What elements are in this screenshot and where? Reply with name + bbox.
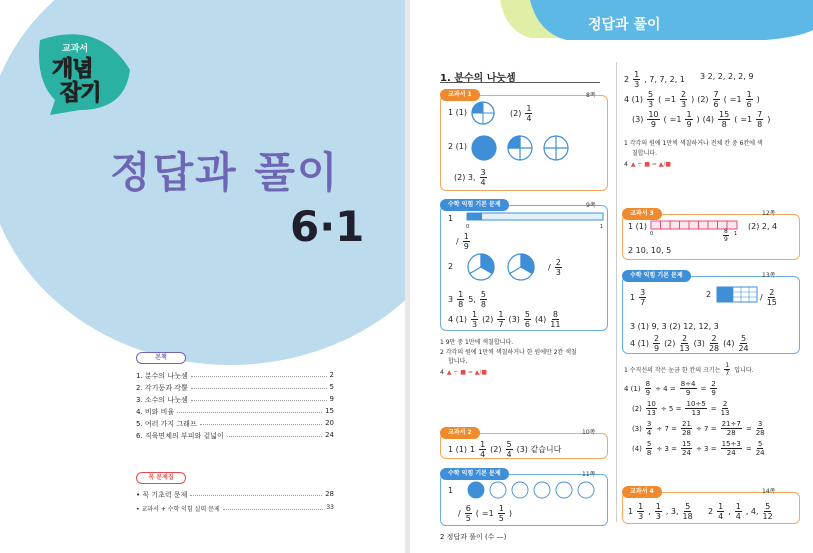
explanation-2b: 합니다.	[448, 358, 468, 365]
item-label: 1 (1)	[448, 108, 467, 117]
logo-small: 교과서	[62, 44, 89, 54]
math-text: =	[710, 404, 717, 413]
fraction: $\frac{2}{28}$	[708, 334, 720, 353]
item-label: 2	[706, 290, 712, 299]
item-label: 3	[448, 295, 454, 304]
fraction: $\frac{2}{3}$	[555, 258, 561, 277]
practice-13-tag: 수학 익힘 기본 문제	[622, 270, 691, 282]
explanation-2: 2 각각의 원에 1만씩 색칠하거나 한 원에만 2칸 색칠	[440, 349, 577, 356]
textbook-3-tag: 교과서 3	[622, 208, 662, 220]
practice-11-tag: 수학 익힘 기본 문제	[440, 468, 509, 480]
fraction: $\frac{5}{24}$	[738, 334, 749, 353]
separator: ,	[648, 507, 651, 516]
item-label: 1 (1)	[448, 445, 467, 454]
cover-page	[0, 0, 405, 553]
toc-list	[136, 371, 334, 443]
fraction: $\frac{21\div 7}{28}$	[721, 420, 741, 437]
fraction: $\frac{1}{7}$	[725, 362, 730, 377]
fraction: $\frac{1}{9}$	[686, 110, 692, 129]
fraction: $\frac{6}{5}$	[465, 504, 471, 523]
item-label: (4)	[534, 315, 547, 324]
item-label: 4 (1)	[630, 339, 649, 348]
practice-9-tag: 수학 익힘 기본 문제	[440, 199, 509, 211]
item-label: (4)	[702, 115, 715, 124]
fraction: $\frac{15}{24}$	[682, 440, 691, 457]
fraction: $\frac{15}{8}$	[719, 110, 730, 129]
toc-item[interactable]: 6. 직육면체의 부피와 겉넓이 24	[136, 431, 334, 440]
toc-item[interactable]: 2. 각기둥과 각뿔 5	[136, 383, 334, 392]
fraction: $\frac{8}{9}$	[645, 380, 651, 397]
item-label: 4 (1)	[624, 95, 643, 104]
chapter-rule	[440, 82, 600, 83]
explanation-4: 4	[440, 369, 444, 376]
toc-item[interactable]: 5. 여러 가지 그래프 20	[136, 419, 334, 428]
item-label: (3)	[693, 339, 705, 348]
item-label: 1	[628, 507, 634, 516]
fraction: $\frac{5}{18}$	[682, 502, 693, 521]
grid-figure	[716, 286, 760, 304]
fraction: $\frac{7}{6}$	[713, 90, 719, 109]
fraction: $\frac{2}{13}$	[720, 400, 730, 417]
division-formula-icon: ▲ ÷ ■ = ▲/■	[446, 369, 488, 376]
toc-item[interactable]: 1. 분수의 나눗셈 2	[136, 371, 334, 380]
fraction: $\frac{1}{7}$	[498, 310, 504, 329]
answer-text: =1	[729, 95, 742, 104]
pie-sixths-figure	[466, 480, 606, 500]
fraction: $\frac{1}{8}$	[458, 290, 464, 309]
answer-text: , 3,	[665, 507, 679, 516]
fraction: $\frac{7}{8}$	[757, 110, 763, 129]
item-label: 4 (1)	[624, 384, 641, 393]
math-text: ÷ 7 =	[695, 424, 717, 433]
circle-thirds-figure	[466, 252, 546, 282]
answer-text: (2) 2, 4	[748, 222, 778, 231]
division-formula-icon: ▲ ÷ ■ = ▲/■	[630, 161, 672, 168]
item-label: (3)	[508, 315, 520, 324]
item-label: (2)	[697, 95, 709, 104]
math-text: ÷ 3 =	[656, 444, 678, 453]
fraction: $\frac{2}{9}$	[653, 334, 660, 353]
explanation-1-end: 입니다.	[734, 367, 754, 374]
page-footer: 2 정답과 풀이 (수 —)	[440, 533, 507, 541]
fraction: $\frac{2}{15}$	[766, 288, 777, 307]
circle-quarter-figure	[470, 100, 496, 126]
item-label: (4)	[632, 444, 642, 453]
item-label: (2)	[510, 109, 522, 118]
logo-line1: 개념	[52, 57, 93, 82]
item-label: (2)	[632, 404, 642, 413]
item-label: 1	[630, 293, 636, 302]
math-text: ÷ 5 =	[660, 404, 682, 413]
answer-text: 3 2, 2, 2, 2, 9	[700, 72, 754, 81]
cover-title: 정답과 풀이	[110, 148, 340, 197]
practice-11-page: 11쪽	[582, 471, 596, 478]
fraction: $\frac{21}{28}$	[682, 420, 691, 437]
item-label: 1	[448, 486, 454, 495]
fraction: $\frac{1}{4}$	[718, 502, 724, 521]
fraction: $\frac{1}{3}$	[638, 502, 644, 521]
column-divider	[616, 62, 617, 522]
answer-text: 1	[469, 445, 476, 454]
explanation-1b: 칠합니다.	[632, 150, 658, 157]
answer-text: =1	[664, 95, 676, 104]
fraction: $\frac{2}{3}$	[680, 90, 687, 109]
textbook-3-page: 12쪽	[762, 210, 776, 217]
item-label: 2	[448, 262, 454, 271]
math-text: =	[745, 444, 752, 453]
number-bar-figure	[466, 212, 606, 226]
explanation-1: 1 각각의 원에 1만씩 색칠하거나 전체 칸 중 6칸에 색	[624, 140, 763, 147]
fraction: $\frac{10\div 5}{13}$	[686, 400, 706, 417]
answer-text: 3 (1) 9, 3 (2) 12, 12, 3	[630, 322, 719, 331]
math-text: =	[700, 384, 707, 393]
fraction: $\frac{2}{9}$	[711, 380, 716, 397]
fraction: $\frac{5}{3}$	[647, 90, 654, 109]
item-label: 1 (1)	[628, 222, 647, 231]
answer-text: , 4,	[745, 507, 759, 516]
fraction: $\frac{1}{4}$	[526, 104, 532, 123]
item-label: 4 (1)	[448, 315, 467, 324]
chapter-title: 1. 분수의 나눗셈	[440, 73, 516, 84]
item-label: (2)	[664, 339, 676, 348]
practice-9-page: 9쪽	[586, 202, 596, 209]
fraction: $\frac{5}{4}$	[506, 440, 512, 459]
item-label: (3)	[632, 115, 644, 124]
header-title: 정답과 풀이	[588, 17, 661, 33]
tick-label: 1	[734, 231, 738, 237]
toc-section1-badge: 본책	[136, 352, 186, 364]
item-label: (2) 3,	[454, 173, 476, 182]
toc-list-2	[136, 490, 334, 518]
toc-section2-badge: 꼭 문제집	[136, 472, 186, 484]
fraction: $\frac{5}{12}$	[762, 502, 773, 521]
item-label: (2)	[482, 315, 494, 324]
item-label: (3)	[632, 424, 642, 433]
answer-text: (3) 같습니다	[516, 445, 562, 454]
tick-label: 0	[466, 224, 470, 230]
fraction: $\frac{1}{3}$	[634, 70, 640, 89]
toc-item[interactable]: • 꼭 기초력 문제 28	[136, 490, 334, 499]
textbook-2-page: 10쪽	[582, 429, 596, 436]
fraction: $\frac{8\div 4}{9}$	[680, 380, 696, 397]
tick-label: 0	[650, 231, 654, 237]
item-label: (2)	[490, 445, 502, 454]
explanation-1: 1 수직선의 작은 눈금 한 칸의 크기는	[624, 367, 721, 374]
math-text: ÷ 4 =	[655, 384, 676, 393]
toc-item[interactable]: 3. 소수의 나눗셈 9	[136, 395, 334, 404]
fraction: $\frac{1}{3}$	[471, 310, 478, 329]
fraction: $\frac{8}{11}$	[550, 310, 561, 329]
fraction: $\frac{2}{13}$	[679, 334, 690, 353]
logo-line2: 잡기	[60, 81, 101, 106]
tick-label: 1	[600, 224, 604, 230]
cover-grade: 6·1	[290, 202, 365, 251]
answer-text: 2 10, 10, 5	[628, 246, 672, 255]
answer-text: =1	[669, 115, 682, 124]
fraction: $\frac{5}{8}$	[646, 440, 652, 457]
answer-text: =1	[481, 509, 494, 518]
fraction: $\frac{10}{9}$	[648, 110, 659, 129]
textbook-4-page: 14쪽	[762, 488, 776, 495]
fraction: $\frac{15\div 3}{24}$	[721, 440, 741, 457]
fraction: $\frac{3}{4}$	[646, 420, 652, 437]
item-label: (4)	[723, 339, 735, 348]
separator: ,	[728, 507, 731, 516]
answer-text: =1	[740, 115, 753, 124]
fraction: $\frac{1}{6}$	[746, 90, 752, 109]
fraction: $\frac{10}{13}$	[646, 400, 656, 417]
item-label: 2	[708, 507, 714, 516]
fraction: $\frac{3}{4}$	[480, 168, 486, 187]
practice-13-page: 13쪽	[762, 272, 776, 279]
textbook-4-tag: 교과서 4	[622, 486, 662, 498]
explanation-1: 1 9만 중 1만에 색칠합니다.	[440, 339, 514, 346]
fraction: $\frac{3}{7}$	[640, 288, 646, 307]
fraction: $\frac{1}{5}$	[498, 504, 504, 523]
answers-page: 정답과 풀이 1. 분수의 나눗셈 교과서 1 8쪽 1 (1) (2) $\frac{1}{4}$ 2 (1) (2) 3, $\frac{3}{4}$ 수학 익힘 기본 문제 9쪽 1 0 1 / $\frac{1}{9}$ 2 / $\frac{2}{3}$ 3 $\frac{1}{8}$ 5, $\frac{5}{8}$ 4 (1) $\frac{1}{3}$ (2) $\frac{1}{7}$ (3) $\frac{5}{6}$ (4) $\frac{8}{11}$ 1 9만 중 1만에 색칠합니다. 2 각각의 원에 1만씩 색칠하거나 한 원에만 2칸 색칠 합니다. 4 ▲ ÷ ■ = ▲/■ 교과서 2 10쪽 1 (1) 1 $\frac{1}{4}$ (2) $\frac{5}{4}$ (3) 같습니다 수학 익힘 기본 문제 11쪽 1 / $\frac{6}{5}$ ( =1 $\frac{1}{5}$ ) 2 $\frac{1}{3}$ , 7, 7, 2, 1 3 2, 2, 2, 2, 9 4 (1) $\frac{5}{3}$ ( =1 $\frac{2}{3}$ ) (2) $\frac{7}{6}$ ( =1 $\frac{1}{6}$ ) (3) $\frac{10}{9}$ ( =1 $\frac{1}{9}$ ) (4) $\frac{15}{8}$ ( =1 $\frac{7}{8}$ ) 1 각각의 원에 1만씩 색칠하거나 전체 칸 중 6칸에 색 칠합니다. 4 ▲ ÷ ■ = ▲/■ 교과서 3 12쪽 1 (1) 0 1 $\frac{8}{9}$ (2) 2, 4 2 10, 10, 5 수학 익힘 기본 문제 13쪽 1 $\frac{3}{7}$ 2 / $\frac{2}{15}$ 3 (1) 9, 3 (2) 12, 12, 3 4 (1) $\frac{2}{9}$ (2) $\frac{2}{13}$ (3) $\frac{2}{28}$ (4) $\frac{5}{24}$ 1 수직선의 작은 눈금 한 칸의 크기는 $\frac{1}{7}$ 입니다. 4 (1) $\frac{8}{9}$ ÷ 4 = $\frac{8\div 4}{9}$ = $\frac{2}{9}$ (2) $\frac{10}{13}$ ÷ 5 = $\frac{10\div 5}{13}$ = $\frac{2}{13}$ (3) $\frac{3}{4}$ ÷ 7 = $\frac{21}{28}$ ÷ 7 = $\frac{21\div 7}{28}$ = $\frac{3}{28}$ (4) $\frac{5}{8}$ ÷ 3 = $\frac{15}{24}$ ÷ 3 = $\frac{15\div 3}{24}$ = $\frac{5}{24}$ 교과서 4 14쪽 1 $\frac{1}{3}$ , $\frac{1}{3}$ , 3, $\frac{5}{18}$ 2 $\frac{1}{4}$ , $\frac{1}{4}$ , 4, $\frac{5}{12}$ 2 정답과 풀이 (수 —)	[410, 0, 813, 553]
item-label: 1	[448, 214, 454, 223]
item-label: 2	[624, 75, 630, 84]
toc-item[interactable]: • 교과서 + 수학 익힘 실력 문제 33	[136, 504, 334, 513]
math-text: ÷ 3 =	[695, 444, 717, 453]
fraction: $\frac{1}{4}$	[480, 440, 486, 459]
fraction: $\frac{5}{8}$	[480, 290, 486, 309]
math-text: ÷ 7 =	[656, 424, 678, 433]
toc-item[interactable]: 4. 비와 비율 15	[136, 407, 334, 416]
fraction: $\frac{5}{6}$	[524, 310, 530, 329]
math-text: =	[745, 424, 752, 433]
fraction: $\frac{8}{9}$	[724, 228, 728, 243]
answer-text: 5,	[468, 295, 476, 304]
fraction: $\frac{1}{3}$	[655, 502, 661, 521]
textbook-1-page: 8쪽	[586, 92, 596, 99]
item-label: 2 (1)	[448, 142, 467, 151]
explanation-4: 4	[624, 161, 628, 168]
fraction: $\frac{1}{4}$	[735, 502, 741, 521]
answer-text: , 7, 7, 2, 1	[644, 75, 685, 84]
fraction: $\frac{3}{28}$	[755, 420, 765, 437]
fraction: $\frac{1}{9}$	[463, 232, 469, 251]
textbook-2-tag: 교과서 2	[440, 427, 480, 439]
circles-figure	[470, 134, 590, 162]
fraction: $\frac{5}{24}$	[755, 440, 765, 457]
textbook-1-tag: 교과서 1	[440, 89, 480, 101]
